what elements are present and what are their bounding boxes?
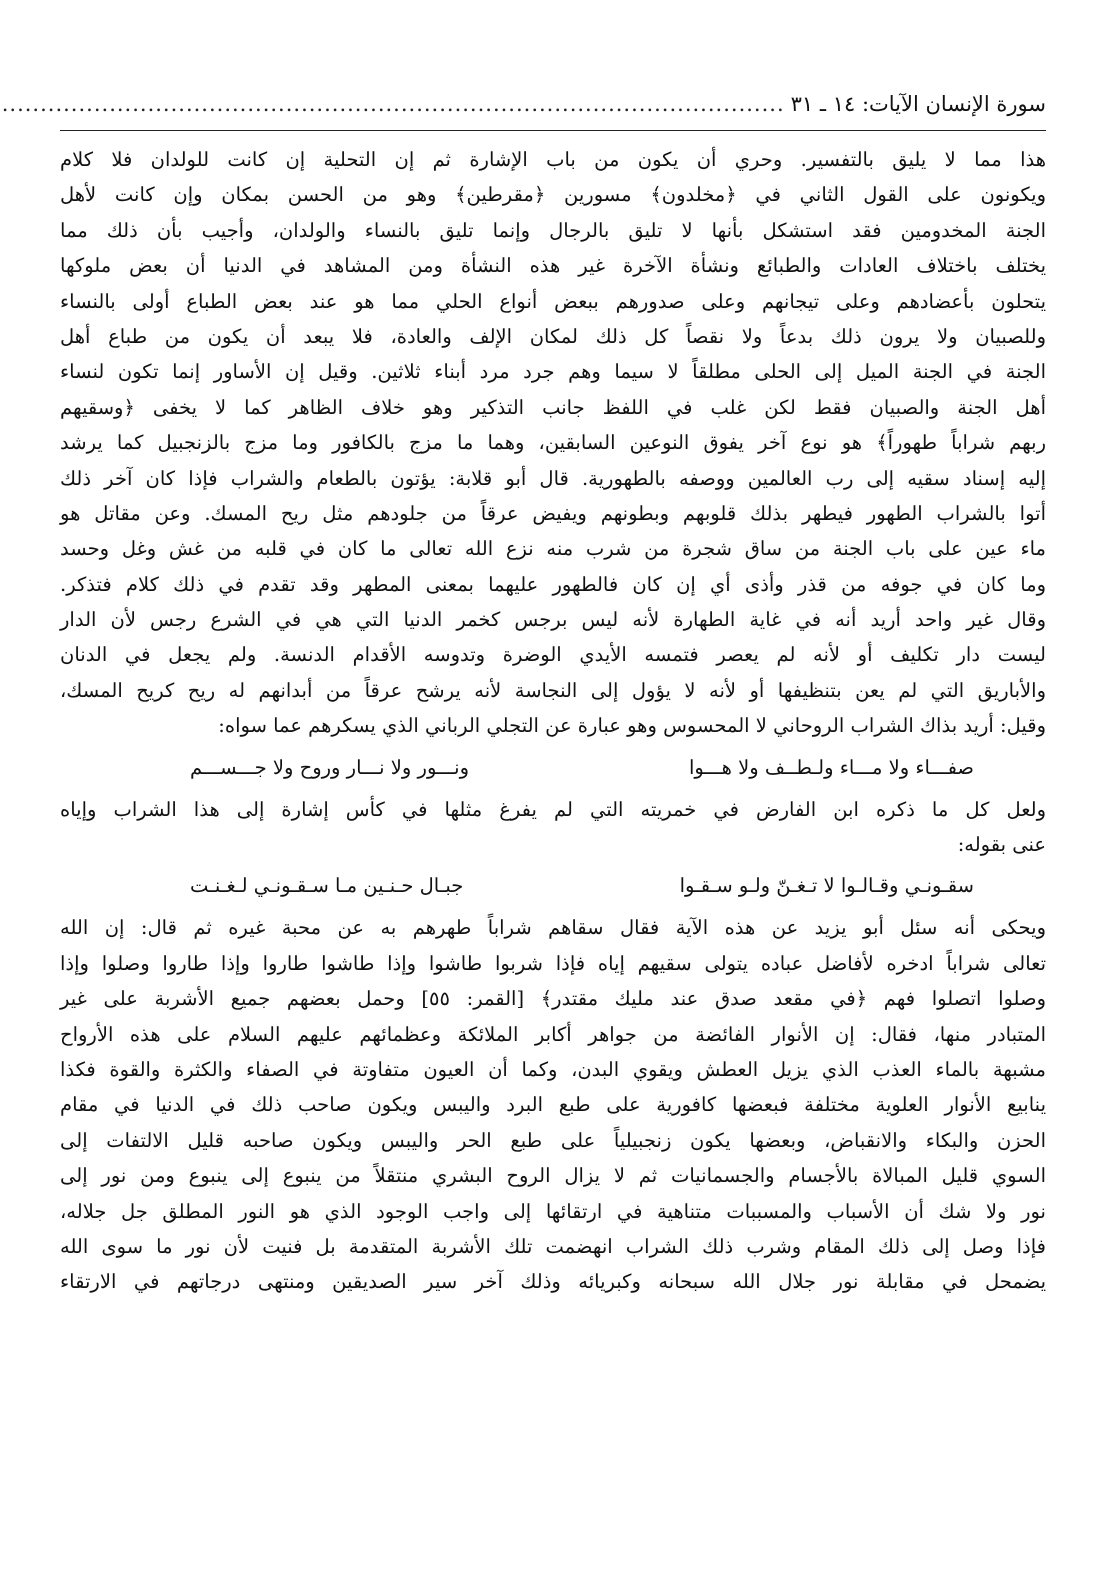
poem-verse <box>60 744 1046 792</box>
text-line: وقيل: أريد بذاك الشراب الروحاني لا المحسوس وهو عبارة عن التجلي الرباني الذي يسكرهم عما سواه: <box>218 714 1046 738</box>
text-line: ولعل كل ما ذكره ابن الفارض في خمريته التي لم يفرغ مثلها في كأس إشارة إلى هذا الشراب وإياه <box>60 797 1046 821</box>
text-line: تعالى شراباً ادخره لأفاضل عباده يتولى سقيهم إياه فإذا شربوا طاشوا وإذا طاشوا طاروا وإذا طاروا وصلوا وإذا <box>60 951 1046 975</box>
text-line: فإذا وصل إلى ذلك المقام وشرب ذلك الشراب انهضمت تلك الأشربة المتقدمة بل فنيت لأن نور ما سوى الله <box>60 1234 1046 1258</box>
verse-second-hemistich: ونـــور ولا نـــار وروح ولا جـــســـم <box>190 755 470 779</box>
header-dot-leader: ...................................................................................................... <box>1 92 785 116</box>
body-text <box>60 142 1046 1300</box>
header-title: سورة الإنسان الآيات: ١٤ ـ ٣١ <box>790 92 1046 116</box>
verse-first-hemistich: صفـــاء ولا مـــاء ولـطــف ولا هـــوا <box>688 755 974 779</box>
text-line: عنى بقوله: <box>957 833 1046 857</box>
text-line: الحزن والبكاء والانقباض، وبعضها يكون زنجبيلياً على طبع الحر واليبس ويكون صاحبه قليل الالتفات إلى <box>60 1128 1046 1152</box>
text-line: إليه إسناد سقيه إلى رب العالمين ووصفه بالطهورية. قال أبو قلابة: يؤتون بالطعام والشراب فإذا كان آخر ذلك <box>60 466 1046 490</box>
text-line: الجنة في الجنة الميل إلى الحلى مطلقاً لا سيما وهم جرد مرد أبناء ثلاثين. وقيل إن الأساور إنما تكون لنساء <box>60 360 1047 384</box>
text-line: السوي قليل المبالاة بالأجسام والجسمانيات ثم لا يزال الروح البشري منتقلاً من ينبوع إلى ينبوع ومن نور إلى <box>60 1164 1046 1188</box>
text-line: وقال غير واحد أريد أنه في غاية الطهارة لأنه ليس برجس كخمر الدنيا التي هي في الشرع رجس لأن الدار <box>60 608 1046 632</box>
text-line: أهل الجنة والصبيان فقط لكن غلب في اللفظ جانب التذكير وهو خلاف الظاهر كما لا يخفى ﴿وسقيهم <box>60 395 1046 419</box>
text-line: يختلف باختلاف العادات والطبائع ونشأة الآخرة غير هذه النشأة ومن المشاهد في الدنيا أن بعض ملوكها <box>60 254 1046 278</box>
text-line: أتوا بالشراب الطهور فيطهر بذلك قلوبهم وبطونهم ويفيض عرقاً من جلودهم مثل ريح المسك. وعن مقاتل هو <box>60 501 1046 525</box>
text-line: هذا مما لا يليق بالتفسير. وحري أن يكون من باب الإشارة ثم إن التحلية إن كانت للولدان فلا كلام <box>60 148 1046 171</box>
text-line: وما كان في جوفه من قذر وأذى أي إن كان فالطهور عليهما بمعنى المطهر وقد تقدم في ذلك كلام فتذكر. <box>60 572 1046 596</box>
text-line: ويحكى أنه سئل أبو يزيد عن هذه الآية فقال سقاهم شراباً طهرهم به عن محبة غيره ثم قال: إن الله <box>60 916 1046 940</box>
text-line: يضمحل في مقابلة نور جلال الله سبحانه وكبريائه وذلك آخر سير الصديقين ومنتهى درجاتهم في الارتقاء <box>60 1270 1046 1294</box>
header-rule <box>60 130 1046 131</box>
poem-verse <box>60 862 1046 910</box>
text-line: ينابيع الأنوار العلوية مختلفة فبعضها كافورية على طبع البرد واليبس ويكون صاحب ذلك في الدنيا في مقام <box>60 1093 1046 1117</box>
text-line: يتحلون بأعضادهم وعلى تيجانهم وعلى صدورهم ببعض أنواع الحلي مما هو عند بعض الطباع أولى بالنساء <box>60 289 1046 313</box>
text-line: والأباريق التي لم يعن بتنظيفها أو لأنه لا يؤول إلى النجاسة لأنه يرشح عرقاً من أبدانهم له ريح كريح المسك، <box>60 678 1046 702</box>
text-line: ماء عين على باب الجنة من ساق شجرة من شرب منه نزع الله تعالى ما كان في قلبه من غش وغل وحسد <box>60 537 1046 561</box>
verse-second-hemistich: جبـال حـنـين مـا سـقـونـي لـغـنـت <box>190 874 464 898</box>
text-line: وللصبيان ولا يرون ذلك بدعاً ولا نقصاً كل ذلك لمكان الإلف والعادة، فلا يبعد أن يكون من طباع أهل <box>60 324 1046 348</box>
text-line: الجنة المخدومين فقد استشكل بأنها لا تليق بالرجال وإنما تليق بالنساء والولدان، وأجيب بأن ذلك مما <box>60 218 1046 242</box>
text-line: ليست دار تكليف أو لأنه لم يعصر فتمسه الأيدي الوضرة وتدوسه الأقدام الدنسة. ولم يجعل في الدنان <box>60 643 1046 667</box>
text-line: ربهم شراباً طهوراً﴾ هو نوع آخر يفوق النوعين السابقين، وهما ما مزج بالكافور وما مزج بالزنجبيل كما يرشد <box>60 431 1046 455</box>
text-line: نور ولا شك أن الأسباب والمسببات متناهية في ارتقائها إلى واجب الوجود الذي هو النور المطلق جل جلاله، <box>60 1199 1046 1223</box>
text-line: ويكونون على القول الثاني في ﴿مخلدون﴾ مسورين ﴿مقرطين﴾ وهو من الحسن بمكان وإن كانت لأهل <box>60 183 1046 207</box>
text-line: وصلوا اتصلوا فهم ﴿في مقعد صدق عند مليك مقتدر﴾ [القمر: ٥٥] وحمل بعضهم جميع الأشربة على غير <box>60 987 1046 1011</box>
text-line: مشبهة بالماء العذب الذي يزيل العطش ويقوي البدن، وكما أن العيون متفاوتة في الصفاء والكثرة والقوة فكذا <box>60 1057 1046 1081</box>
running-header <box>1 84 1046 124</box>
verse-first-hemistich: سقـونـي وقـالـوا لا تـغـنّ ولـو سـقـوا <box>679 874 974 898</box>
text-line: المتبادر منها، فقال: إن الأنوار الفائضة من جواهر أكابر الملائكة وعظمائهم عليهم السلام على هذه الأرواح <box>60 1022 1046 1046</box>
